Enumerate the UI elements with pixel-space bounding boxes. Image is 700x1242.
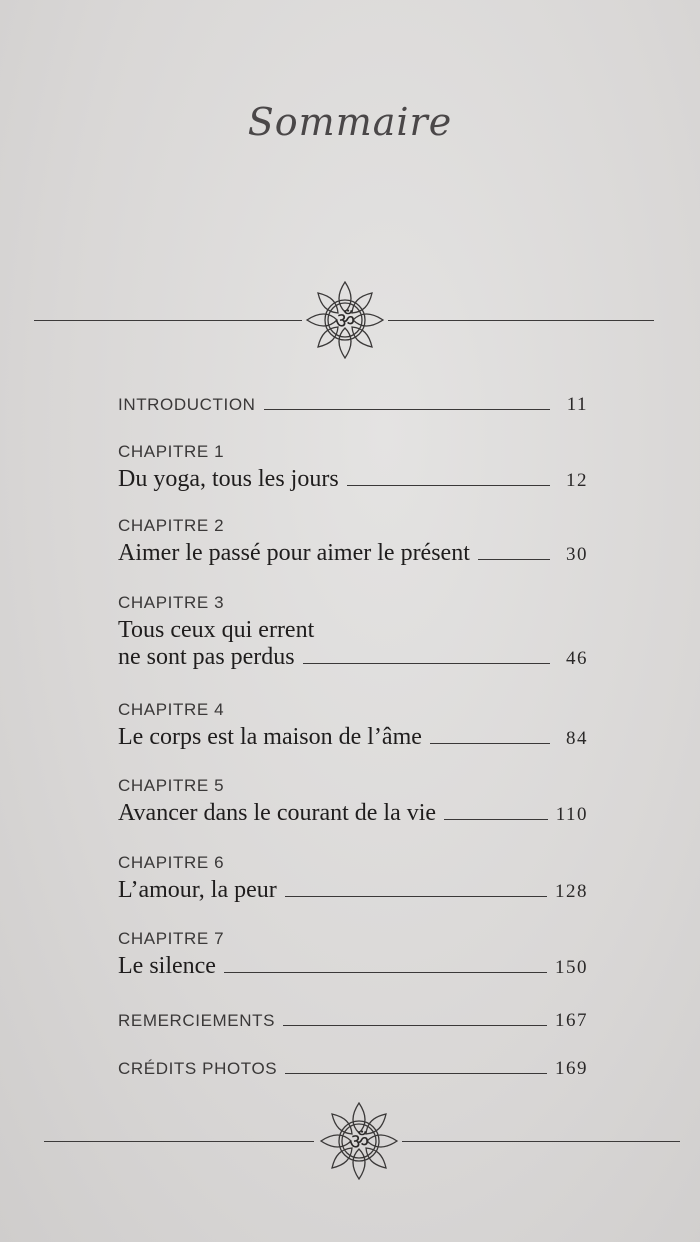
chapter-label: CHAPITRE 2	[118, 516, 225, 535]
dot-leader	[444, 818, 548, 820]
toc-entry-credits-photos[interactable]	[118, 1058, 588, 1080]
chapter-title: L’amour, la peur	[118, 877, 277, 903]
chapter-title: Le corps est la maison de l’âme	[118, 724, 422, 750]
dot-leader	[224, 971, 547, 973]
toc-entry-introduction[interactable]	[118, 394, 588, 416]
chapter-title: Avancer dans le courant de la vie	[118, 800, 437, 826]
toc-entry-chapter-7[interactable]	[118, 929, 588, 980]
divider-line-right	[402, 1141, 680, 1142]
chapter-label: CHAPITRE 7	[118, 929, 225, 948]
dot-leader	[303, 662, 550, 664]
chapter-label: CHAPITRE 1	[118, 442, 225, 461]
toc-entry-chapter-5[interactable]	[118, 776, 588, 827]
chapter-title: Aimer le passé pour aimer le présent	[118, 540, 470, 566]
page-number: 11	[566, 394, 588, 415]
dot-leader	[283, 1024, 547, 1026]
toc-entry-chapter-1[interactable]	[118, 442, 588, 493]
dot-leader	[285, 895, 547, 897]
dot-leader	[264, 408, 550, 410]
chapter-label: CHAPITRE 4	[118, 700, 225, 719]
dot-leader	[347, 484, 550, 486]
dot-leader	[430, 742, 550, 744]
bottom-ornament-divider	[0, 1096, 700, 1186]
divider-line-left	[34, 320, 302, 321]
toc-entry-chapter-4[interactable]	[118, 700, 588, 751]
page-number: 12	[566, 470, 588, 491]
page-title: Sommaire	[247, 100, 453, 144]
chapter-label: CHAPITRE 5	[118, 776, 225, 795]
entry-label: INTRODUCTION	[118, 395, 256, 414]
page-number: 110	[555, 804, 588, 825]
svg-text:ॐ: ॐ	[334, 309, 356, 334]
page-number: 84	[566, 728, 588, 749]
top-ornament-divider	[0, 275, 700, 365]
toc-entry-remerciements[interactable]	[118, 1010, 588, 1032]
svg-text:ॐ: ॐ	[348, 1130, 370, 1155]
divider-line-left	[44, 1141, 314, 1142]
dot-leader	[285, 1072, 547, 1074]
page-number: 128	[555, 881, 588, 902]
entry-label: CRÉDITS PHOTOS	[118, 1059, 278, 1078]
toc-entry-chapter-6[interactable]	[118, 853, 588, 904]
chapter-title: Du yoga, tous les jours	[118, 466, 339, 492]
chapter-title-line-2: ne sont pas perdus	[118, 644, 295, 670]
om-lotus-icon	[317, 1099, 401, 1183]
om-lotus-icon	[303, 278, 387, 362]
dot-leader	[478, 558, 550, 560]
toc-entry-chapter-3[interactable]	[118, 593, 588, 671]
divider-line-right	[388, 320, 654, 321]
page-number: 46	[566, 648, 588, 669]
chapter-title: Le silence	[118, 953, 216, 979]
page-number: 150	[555, 957, 588, 978]
page-number: 30	[566, 544, 588, 565]
chapter-title-line-1: Tous ceux qui errent	[118, 617, 315, 643]
entry-label: REMERCIEMENTS	[118, 1011, 276, 1030]
toc-entry-chapter-2[interactable]	[118, 516, 588, 567]
chapter-label: CHAPITRE 6	[118, 853, 225, 872]
page-number: 169	[555, 1058, 588, 1079]
chapter-label: CHAPITRE 3	[118, 593, 225, 612]
page-number: 167	[555, 1010, 588, 1031]
